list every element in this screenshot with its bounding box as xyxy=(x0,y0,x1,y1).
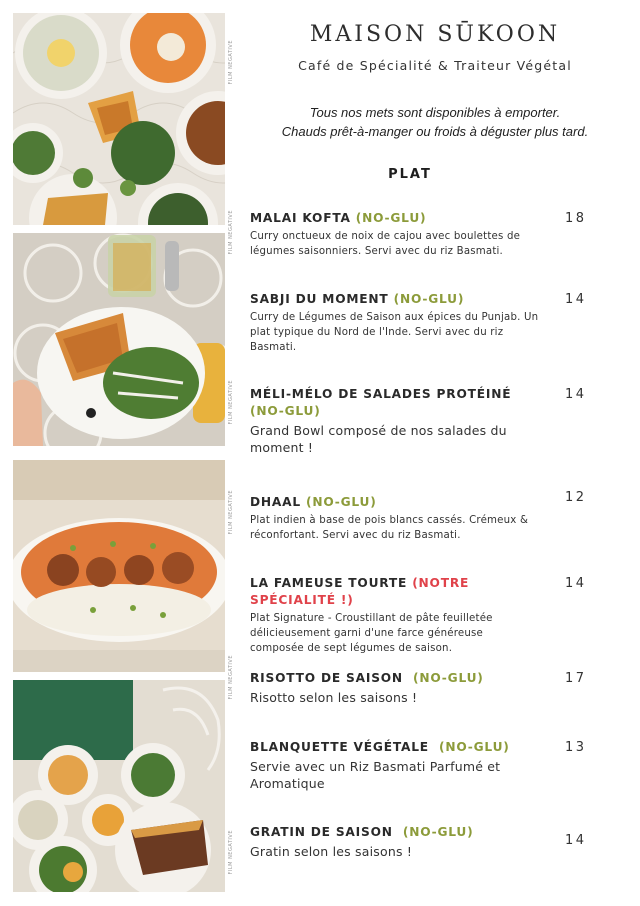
menu-item xyxy=(250,824,550,860)
brand-title: MAISON SŪKOON xyxy=(309,22,561,47)
item-tag: (NO-GLU) xyxy=(355,211,427,225)
item-price: 13 xyxy=(565,740,587,755)
item-title xyxy=(250,824,550,841)
film-label: FILM NEGATIVE xyxy=(228,490,234,535)
item-price: 18 xyxy=(565,211,587,226)
item-name: BLANQUETTE VÉGÉTALE xyxy=(250,740,429,754)
item-tag: (NO-GLU) xyxy=(306,495,377,509)
item-description: Curry onctueux de noix de cajou avec boulettes de légumes saisonniers. Servi avec du riz Basmati. xyxy=(250,231,521,257)
photo-tourte-plate xyxy=(13,233,225,446)
item-title xyxy=(250,575,560,609)
item-description: Servie avec un Riz Basmati Parfumé et Aromatique xyxy=(250,759,501,791)
item-description: Plat Signature - Croustillant de pâte feuilletée délicieusement garni d'une farce généreuse composée de sept légumes de saison. xyxy=(250,613,493,654)
item-price: 14 xyxy=(565,292,587,307)
photo-food-spread xyxy=(13,13,225,225)
film-label: FILM NEGATIVE xyxy=(228,655,234,700)
item-title xyxy=(250,386,550,420)
film-label: FILM NEGATIVE xyxy=(228,380,234,425)
item-name: LA FAMEUSE TOURTE xyxy=(250,576,408,590)
item-name: SABJI DU MOMENT xyxy=(250,292,389,306)
item-price: 17 xyxy=(565,671,587,686)
item-tag: (NO-GLU) xyxy=(402,825,474,839)
menu-item xyxy=(250,575,560,656)
intro-line: Chauds prêt-à-manger ou froids à déguster plus tard. xyxy=(281,124,589,139)
intro-text xyxy=(250,103,620,141)
item-name: GRATIN DE SAISON xyxy=(250,825,393,839)
item-description: Gratin selon les saisons ! xyxy=(250,844,413,859)
item-tag: (NO-GLU) xyxy=(393,292,465,306)
item-name: MALAI KOFTA xyxy=(250,211,351,225)
item-description: Risotto selon les saisons ! xyxy=(250,690,418,705)
item-tag: (NOTRE SPÉCIALITÉ !) xyxy=(250,576,470,607)
menu-item xyxy=(250,291,550,355)
item-title xyxy=(250,670,550,687)
menu-item xyxy=(250,670,550,706)
item-tag: (NO-GLU) xyxy=(413,671,484,685)
item-price: 14 xyxy=(565,387,587,402)
item-price: 14 xyxy=(565,576,587,591)
item-price: 12 xyxy=(565,490,587,505)
menu-item xyxy=(250,386,550,456)
brand-subtitle: Café de Spécialité & Traiteur Végétal xyxy=(298,58,572,73)
section-title: PLAT xyxy=(388,167,432,182)
item-name: MÉLI-MÉLO DE SALADES PROTÉINÉ xyxy=(250,387,512,401)
photo-film-strip xyxy=(0,0,240,906)
photo-malai-kofta xyxy=(13,460,225,672)
menu-item xyxy=(250,210,550,259)
item-tag: (NO-GLU) xyxy=(439,740,510,754)
photo-dishes-table xyxy=(13,680,225,892)
item-title xyxy=(250,494,550,511)
film-label: FILM NEGATIVE xyxy=(228,40,234,85)
item-name: DHAAL xyxy=(250,495,301,509)
menu-item xyxy=(250,494,550,543)
intro-line: Tous nos mets sont disponibles à emporter. xyxy=(309,105,561,120)
film-label: FILM NEGATIVE xyxy=(228,830,234,875)
item-title xyxy=(250,739,550,756)
menu-item xyxy=(250,739,550,792)
item-title xyxy=(250,210,550,227)
item-tag: (NO-GLU) xyxy=(250,404,321,418)
item-description: Curry de Légumes de Saison aux épices du Punjab. Un plat typique du Nord de l'Inde. Servi avec du riz Basmati. xyxy=(250,312,539,353)
item-name: RISOTTO DE SAISON xyxy=(250,671,403,685)
item-description: Grand Bowl composé de nos salades du moment ! xyxy=(250,423,507,455)
item-title xyxy=(250,291,550,308)
item-description: Plat indien à base de pois blancs cassés. Crémeux & réconfortant. Servi avec du riz Basmati. xyxy=(250,515,529,541)
film-label: FILM NEGATIVE xyxy=(228,210,234,255)
item-price: 14 xyxy=(565,833,587,848)
